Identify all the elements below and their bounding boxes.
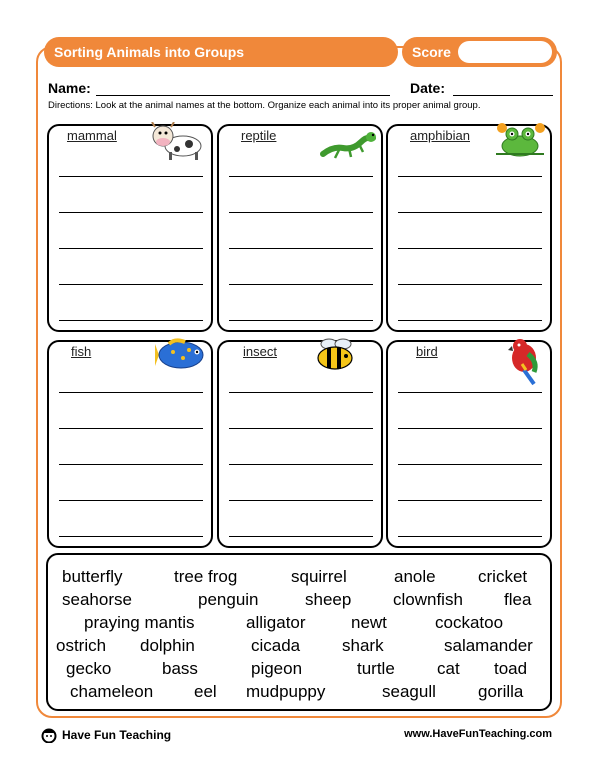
group-box-reptile bbox=[217, 124, 383, 332]
frog-icon bbox=[492, 120, 548, 158]
group-box-mammal bbox=[47, 124, 213, 332]
name-label: Name: bbox=[48, 80, 91, 96]
answer-line[interactable] bbox=[398, 500, 542, 501]
parrot-icon bbox=[504, 336, 546, 386]
word-bank-item: alligator bbox=[246, 613, 306, 632]
answer-line[interactable] bbox=[59, 464, 203, 465]
word-bank-item: gorilla bbox=[478, 682, 524, 701]
score-label: Score bbox=[412, 44, 451, 60]
word-bank-item: squirrel bbox=[291, 567, 347, 586]
answer-line[interactable] bbox=[59, 176, 203, 177]
word-bank-item: cicada bbox=[251, 636, 301, 655]
group-label: insect bbox=[243, 344, 277, 359]
brand-logo bbox=[40, 727, 171, 743]
answer-line[interactable] bbox=[229, 248, 373, 249]
answer-line[interactable] bbox=[398, 320, 542, 321]
word-bank-item: butterfly bbox=[62, 567, 123, 586]
answer-line[interactable] bbox=[229, 428, 373, 429]
word-bank-item: toad bbox=[494, 659, 528, 678]
word-bank bbox=[46, 553, 552, 711]
answer-line[interactable] bbox=[398, 212, 542, 213]
answer-line[interactable] bbox=[59, 248, 203, 249]
kid-face-icon bbox=[40, 727, 58, 743]
answer-line[interactable] bbox=[398, 392, 542, 393]
word-bank-row bbox=[48, 613, 550, 636]
word-bank-item: salamander bbox=[444, 636, 533, 655]
word-bank-row bbox=[48, 590, 550, 613]
word-bank-item: seagull bbox=[382, 682, 436, 701]
answer-line[interactable] bbox=[398, 464, 542, 465]
word-bank-item: anole bbox=[394, 567, 436, 586]
word-bank-item: bass bbox=[162, 659, 198, 678]
brand-name: Have Fun Teaching bbox=[62, 728, 172, 742]
word-bank-item: dolphin bbox=[140, 636, 195, 655]
date-field[interactable] bbox=[453, 95, 553, 96]
answer-line[interactable] bbox=[59, 212, 203, 213]
answer-line[interactable] bbox=[59, 428, 203, 429]
answer-line[interactable] bbox=[398, 428, 542, 429]
group-box-insect bbox=[217, 340, 383, 548]
word-bank-row bbox=[48, 636, 550, 659]
word-bank-item: chameleon bbox=[70, 682, 154, 701]
group-label: reptile bbox=[241, 128, 277, 143]
word-bank-item: ostrich bbox=[56, 636, 107, 655]
group-label: fish bbox=[71, 344, 92, 359]
cow-icon bbox=[149, 122, 205, 162]
answer-line[interactable] bbox=[398, 284, 542, 285]
group-box-bird bbox=[386, 340, 552, 548]
answer-line[interactable] bbox=[229, 320, 373, 321]
score-pill bbox=[402, 37, 557, 67]
word-bank-row bbox=[48, 567, 550, 590]
word-bank-item: seahorse bbox=[62, 590, 132, 609]
word-bank-item: sheep bbox=[305, 590, 352, 609]
word-bank-item: shark bbox=[342, 636, 384, 655]
answer-line[interactable] bbox=[59, 320, 203, 321]
group-label: bird bbox=[416, 344, 438, 359]
group-box-fish bbox=[47, 340, 213, 548]
word-bank-item: clownfish bbox=[393, 590, 463, 609]
word-bank-item: tree frog bbox=[174, 567, 238, 586]
group-box-amphibian bbox=[386, 124, 552, 332]
answer-line[interactable] bbox=[229, 392, 373, 393]
answer-line[interactable] bbox=[398, 176, 542, 177]
footer-url: www.HaveFunTeaching.com bbox=[404, 728, 552, 740]
word-bank-item: gecko bbox=[66, 659, 112, 678]
word-bank-item: penguin bbox=[198, 590, 259, 609]
word-bank-item: cat bbox=[437, 659, 460, 678]
word-bank-item: eel bbox=[194, 682, 217, 701]
answer-line[interactable] bbox=[398, 248, 542, 249]
word-bank-item: mudpuppy bbox=[246, 682, 326, 701]
answer-line[interactable] bbox=[229, 176, 373, 177]
bee-icon bbox=[315, 336, 359, 372]
group-label: mammal bbox=[67, 128, 117, 143]
name-field[interactable] bbox=[96, 95, 390, 96]
answer-line[interactable] bbox=[229, 536, 373, 537]
word-bank-item: cockatoo bbox=[435, 613, 504, 632]
word-bank-item: turtle bbox=[357, 659, 395, 678]
answer-line[interactable] bbox=[59, 392, 203, 393]
date-label: Date: bbox=[410, 80, 446, 96]
worksheet-title: Sorting Animals into Groups bbox=[44, 37, 398, 67]
word-bank-row bbox=[48, 659, 550, 682]
fish-icon bbox=[155, 338, 209, 372]
answer-line[interactable] bbox=[398, 536, 542, 537]
lizard-icon bbox=[319, 124, 377, 160]
answer-line[interactable] bbox=[59, 500, 203, 501]
answer-line[interactable] bbox=[59, 536, 203, 537]
directions-text: Directions: Look at the animal names at the bottom. Organize each animal into its proper animal group. bbox=[48, 100, 481, 111]
word-bank-item: newt bbox=[351, 613, 387, 632]
word-bank-item: flea bbox=[504, 590, 532, 609]
group-label: amphibian bbox=[410, 128, 470, 143]
answer-line[interactable] bbox=[229, 500, 373, 501]
word-bank-row bbox=[48, 682, 550, 705]
answer-line[interactable] bbox=[59, 284, 203, 285]
word-bank-item: praying mantis bbox=[84, 613, 195, 632]
score-field[interactable] bbox=[458, 41, 552, 63]
answer-line[interactable] bbox=[229, 212, 373, 213]
answer-line[interactable] bbox=[229, 284, 373, 285]
word-bank-item: pigeon bbox=[251, 659, 303, 678]
word-bank-item: cricket bbox=[478, 567, 528, 586]
answer-line[interactable] bbox=[229, 464, 373, 465]
